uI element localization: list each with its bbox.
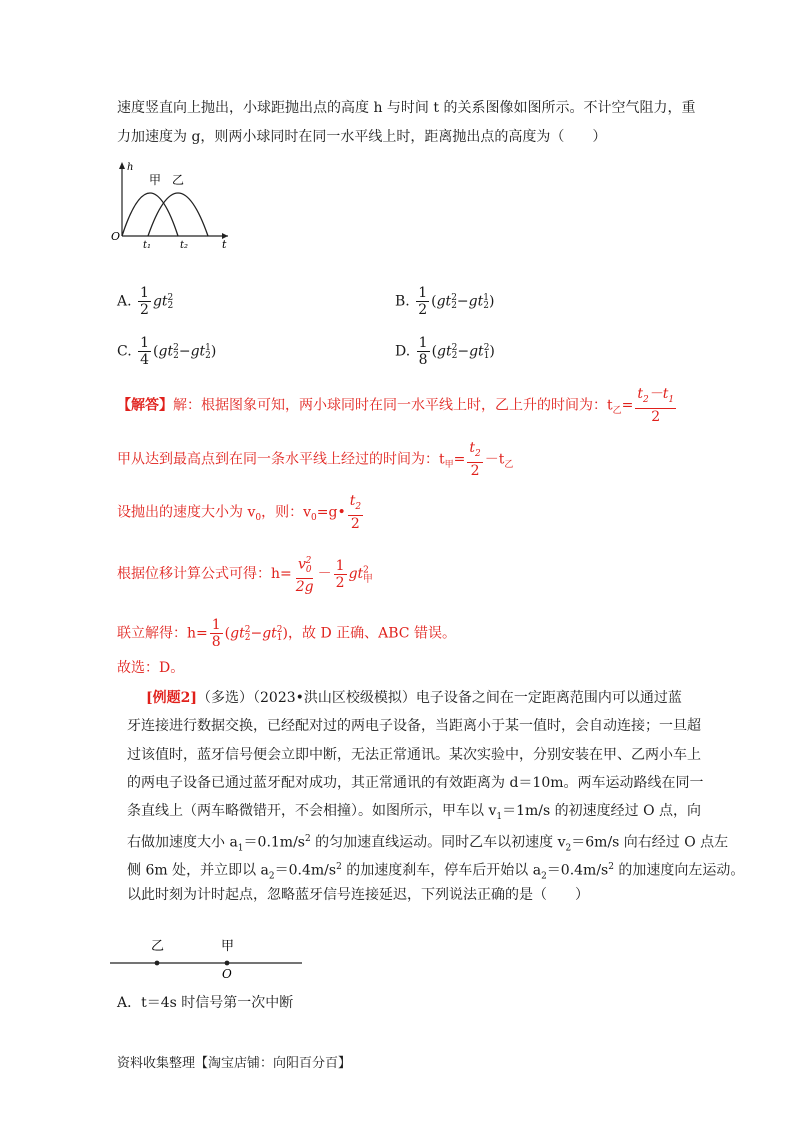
option-d[interactable]: D. $\frac{1}{8}$ (gt 2 2 −gt 2 1 ) <box>395 335 495 368</box>
example2-line-7: 侧 6m 处，并立即以 $a_2=0.4m/s^2$ 的加速度刹车，停车后开始以 $a_2=0.4m/s^2$ 的加速度向左运动。 <box>127 862 745 882</box>
option-b-label: B. <box>395 293 410 310</box>
example2-line-1: [例题2]（多选）（2023•洪山区校级模拟）电子设备之间在一定距离范围内可以通过蓝 <box>146 690 682 706</box>
solution-line-2: 甲从达到最高点到在同一条水平线上经过的时间为：$t_甲=$ $\frac{t_2}{2}$ $-t_乙$ <box>117 440 514 479</box>
intro-line-2: 力加速度为 g，则两小球同时在同一水平线上时，距离抛出点的高度为（ ） <box>117 129 607 145</box>
option-b[interactable]: B. $\frac{1}{2}$ (gt 2 2 −gt 1 2 ) <box>395 285 495 318</box>
intro-line-1: 速度竖直向上抛出，小球距抛出点的高度 h 与时间 t 的关系图像如图所示。不计空气阻力，重 <box>117 100 696 116</box>
example2-option-a[interactable]: A．t＝4s 时信号第一次中断 <box>117 995 294 1011</box>
example2-tag: [例题2] <box>146 690 197 706</box>
solution-line-6: 故选：D。 <box>117 660 185 676</box>
solution-line-4: 根据位移计算公式可得：h= $\frac{v_0^2}{2g}$ － $\frac{1}{2}$ $gt^2_甲$ <box>117 553 373 595</box>
solution-line-5: 联立解得：h= $\frac{1}{8}$ (gt 2 2 −gt 2 1 )，故 D 正确、ABC 错误。 <box>117 617 456 650</box>
example2-line-4: 的两电子设备已通过蓝牙配对成功，其正常通讯的有效距离为 d＝10m。两车运动路线在同一 <box>127 775 704 791</box>
height-time-graph <box>108 158 238 250</box>
graph1-curve-a-label: 甲 <box>149 173 162 187</box>
option-c[interactable]: C. $\frac{1}{4}$ (gt 2 2 −gt 1 2 ) <box>117 335 217 368</box>
option-d-label: D. <box>395 343 411 360</box>
option-a-label: A. <box>117 293 132 310</box>
option-a[interactable]: A. $\frac{1}{2}$ gt 2 2 <box>117 285 174 318</box>
footer-source: 资料收集整理【淘宝店铺：向阳百分百】 <box>117 1056 352 1071</box>
graph1-x-axis-label: t <box>222 238 227 250</box>
example2-line-8: 以此时刻为计时起点，忽略蓝牙信号连接延迟，下列说法正确的是（ ） <box>127 887 589 903</box>
solution-line-1: 【解答】解：根据图象可知，两小球同时在同一水平线上时，乙上升的时间为：$t_乙=$ $\frac{t_2-t_1}{2}$ <box>117 386 675 425</box>
example2-line-6: 右做加速度大小 $a_1=0.1m/s^2$ 的匀加速直线运动。同时乙车以初速度 $v_2=6m/s$ 向右经过 O 点左 <box>127 834 729 854</box>
solution-line-3: 设抛出的速度大小为 $v_0$，则：$v_0=g•$ $\frac{t_2}{2}$ <box>117 493 362 532</box>
road-origin-label: O <box>222 967 232 981</box>
example2-line-2: 牙连接进行数据交换，已经配对过的两电子设备，当距离小于某一值时，会自动连接；一旦超 <box>127 718 701 734</box>
example2-line-5: 条直线上（两车略微错开，不会相撞）。如图所示，甲车以 $v_1=1m/s$ 的初速度经过 O 点，向 <box>127 803 702 822</box>
option-c-label: C. <box>117 343 132 360</box>
road-car-a-label: 甲 <box>221 939 235 954</box>
graph1-tick-1: t₁ <box>143 240 152 250</box>
road-diagram <box>110 930 310 982</box>
example2-line-3: 过该值时，蓝牙信号便会立即中断，无法正常通讯。某次实验中，分别安装在甲、乙两小车上 <box>127 747 701 763</box>
graph1-origin-label: O <box>111 230 121 243</box>
graph1-y-axis-label: h <box>127 162 134 173</box>
road-car-b-label: 乙 <box>151 939 165 954</box>
solution-tag: 【解答】 <box>117 397 173 414</box>
graph1-curve-b-label: 乙 <box>172 173 185 187</box>
graph1-tick-2: t₂ <box>180 240 189 250</box>
